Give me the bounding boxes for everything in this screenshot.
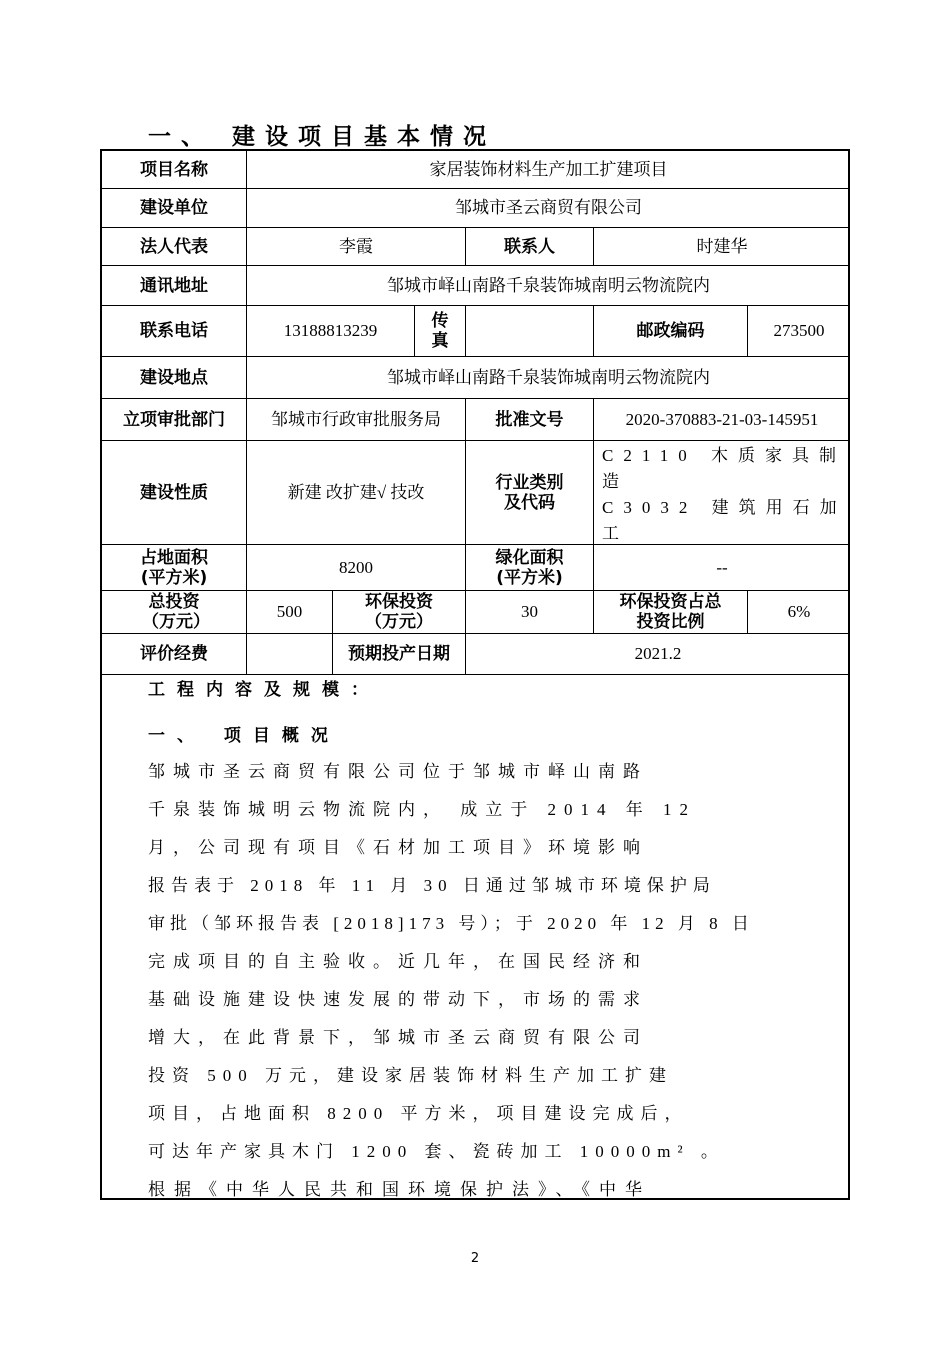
invest-value: 500 [247, 591, 333, 634]
paragraph-line: 根据《中华人民共和国环境保护法》、《中华 [148, 1180, 651, 1199]
postcode-label: 邮政编码 [594, 306, 748, 357]
section-heading: 一、 项目概况 [148, 726, 340, 746]
section-title: 一、 建设项目基本情况 [148, 124, 497, 150]
industry-code-2: C3032 建筑用石加工 [602, 498, 847, 543]
eval-fee-value [247, 634, 333, 675]
phone-value: 13188813239 [247, 306, 415, 357]
unit-label: 建设单位 [102, 189, 247, 228]
paragraph-line: 项目，占地面积 8200 平方米，项目建设完成后， [148, 1104, 689, 1123]
area-label: 占地面积(平方米) [102, 545, 247, 591]
env-invest-value: 30 [466, 591, 594, 634]
env-ratio-value: 6% [748, 591, 850, 634]
paragraph-line: 投资 500 万元，建设家居装饰材料生产加工扩建 [148, 1066, 673, 1085]
phone-label: 联系电话 [102, 306, 247, 357]
legal-rep-label: 法人代表 [102, 228, 247, 266]
paragraph-line: 千泉装饰城明云物流院内， 成立于 2014 年 12 [148, 800, 696, 819]
green-value: -- [594, 545, 850, 591]
page-number: 2 [470, 1251, 480, 1266]
approval-dept-label: 立项审批部门 [102, 399, 247, 441]
approval-no-value: 2020-370883-21-03-145951 [594, 399, 850, 441]
industry-code-1: C2110 木质家具制造 [602, 446, 846, 491]
start-date-value: 2021.2 [466, 634, 850, 675]
approval-no-label: 批准文号 [466, 399, 594, 441]
legal-rep-value: 李霞 [247, 228, 466, 266]
paragraph-line: 邹城市圣云商贸有限公司位于邹城市峄山南路 [148, 762, 648, 781]
area-value: 8200 [247, 545, 466, 591]
paragraph-line: 月，公司现有项目《石材加工项目》环境影响 [148, 838, 648, 857]
industry-label: 行业类别及代码 [466, 441, 594, 545]
project-name-value: 家居装饰材料生产加工扩建项目 [247, 151, 850, 189]
unit-value: 邹城市圣云商贸有限公司 [247, 189, 850, 228]
address-value: 邹城市峄山南路千泉装饰城南明云物流院内 [247, 266, 850, 306]
industry-value [594, 441, 850, 545]
invest-label: 总投资（万元） [102, 591, 247, 634]
contact-label: 联系人 [466, 228, 594, 266]
env-invest-label: 环保投资（万元） [333, 591, 466, 634]
paragraph-line: 基础设施建设快速发展的带动下，市场的需求 [148, 990, 648, 1009]
paragraph-line: 可达年产家具木门 1200 套、瓷砖加工 10000m² 。 [148, 1142, 725, 1161]
fax-label: 传真 [415, 306, 466, 357]
site-value: 邹城市峄山南路千泉装饰城南明云物流院内 [247, 357, 850, 399]
content-heading: 工程内容及规模： [148, 680, 380, 700]
approval-dept-value: 邹城市行政审批服务局 [247, 399, 466, 441]
nature-label: 建设性质 [102, 441, 247, 545]
paragraph-line: 报告表于 2018 年 11 月 30 日通过邹城市环境保护局 [148, 876, 716, 895]
project-name-label: 项目名称 [102, 151, 247, 189]
green-label: 绿化面积(平方米) [466, 545, 594, 591]
site-label: 建设地点 [102, 357, 247, 399]
fax-value [466, 306, 594, 357]
nature-value: 新建 改扩建√ 技改 [247, 441, 466, 545]
postcode-value: 273500 [748, 306, 850, 357]
paragraph-line: 增大，在此背景下，邹城市圣云商贸有限公司 [148, 1028, 648, 1047]
eval-fee-label: 评价经费 [102, 634, 247, 675]
env-ratio-label: 环保投资占总投资比例 [594, 591, 748, 634]
paragraph-line: 审批（邹环报告表 [2018]173 号）；于 2020 年 12 月 8 日 [148, 914, 754, 933]
address-label: 通讯地址 [102, 266, 247, 306]
paragraph-line: 完成项目的自主验收。近几年，在国民经济和 [148, 952, 648, 971]
contact-value: 时建华 [594, 228, 850, 266]
start-date-label: 预期投产日期 [333, 634, 466, 675]
